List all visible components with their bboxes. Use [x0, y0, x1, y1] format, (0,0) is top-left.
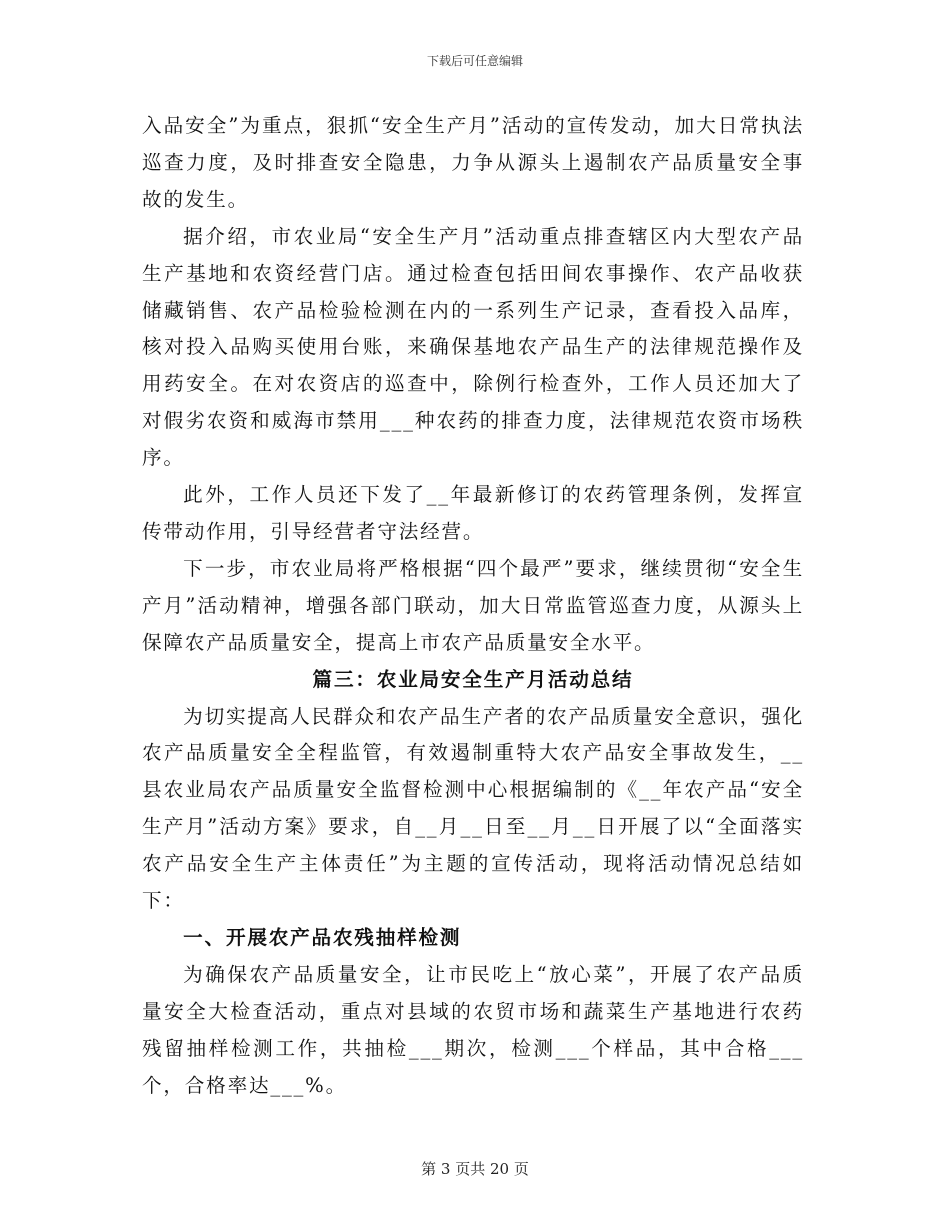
- paragraph-inspection: 据介绍，市农业局“安全生产月”活动重点排查辖区内大型农产品生产基地和农资经营门店。通过检查包括田间农事操作、农产品收获储藏销售、农产品检验检测在内的一系列生产记录，查看投入品库，核对投入品购买使用台账，来确保基地农产品生产的法律规范操作及用药安全。在对农资店的巡查中，除例行检查外，工作人员还加大了对假劣农资和威海市禁用___种农药的排查力度，法律规范农资市场秩序。: [142, 224, 804, 470]
- page-header: 下载后可任意编辑: [426, 54, 523, 68]
- paragraph-next-step: 下一步，市农业局将严格根据“四个最严”要求，继续贯彻“安全生产月”活动精神，增强各部门联动，加大日常监管巡查力度，从源头上保障农产品质量安全，提高上市农产品质量安全水平。: [142, 556, 804, 654]
- section-title: 篇三：农业局安全生产月活动总结: [312, 667, 634, 691]
- paragraph-continuation: 入品安全”为重点，狠抓“安全生产月”活动的宣传发动，加大日常执法巡查力度，及时排查安全隐患，力争从源头上遏制农产品质量安全事故的发生。: [142, 114, 804, 211]
- subsection-text: 为确保农产品质量安全，让市民吃上“放心菜”，开展了农产品质量安全大检查活动，重点对县域的农贸市场和蔬菜生产基地进行农药残留抽样检测工作，共抽检___期次，检测___个样品，其中合格___个，合格率达___%。: [142, 962, 804, 1097]
- subsection-heading: 一、开展农产品农残抽样检测: [183, 925, 462, 949]
- section-intro: 为切实提高人民群众和农产品生产者的农产品质量安全意识，强化农产品质量安全全程监管，有效遏制重特大农产品安全事故发生，__县农业局农产品质量安全监督检测中心根据编制的《__年农产品“安全生产月”活动方案》要求，自__月__日至__月__日开展了以“全面落实农产品安全生产主体责任”为主题的宣传活动，现将活动情况总结如下：: [142, 704, 804, 913]
- paragraph-regulations: 此外，工作人员还下发了__年最新修订的农药管理条例，发挥宣传带动作用，引导经营者守法经营。: [142, 483, 804, 543]
- page-footer: 第 3 页共 20 页: [421, 1160, 529, 1178]
- document-body: [142, 108, 804, 1104]
